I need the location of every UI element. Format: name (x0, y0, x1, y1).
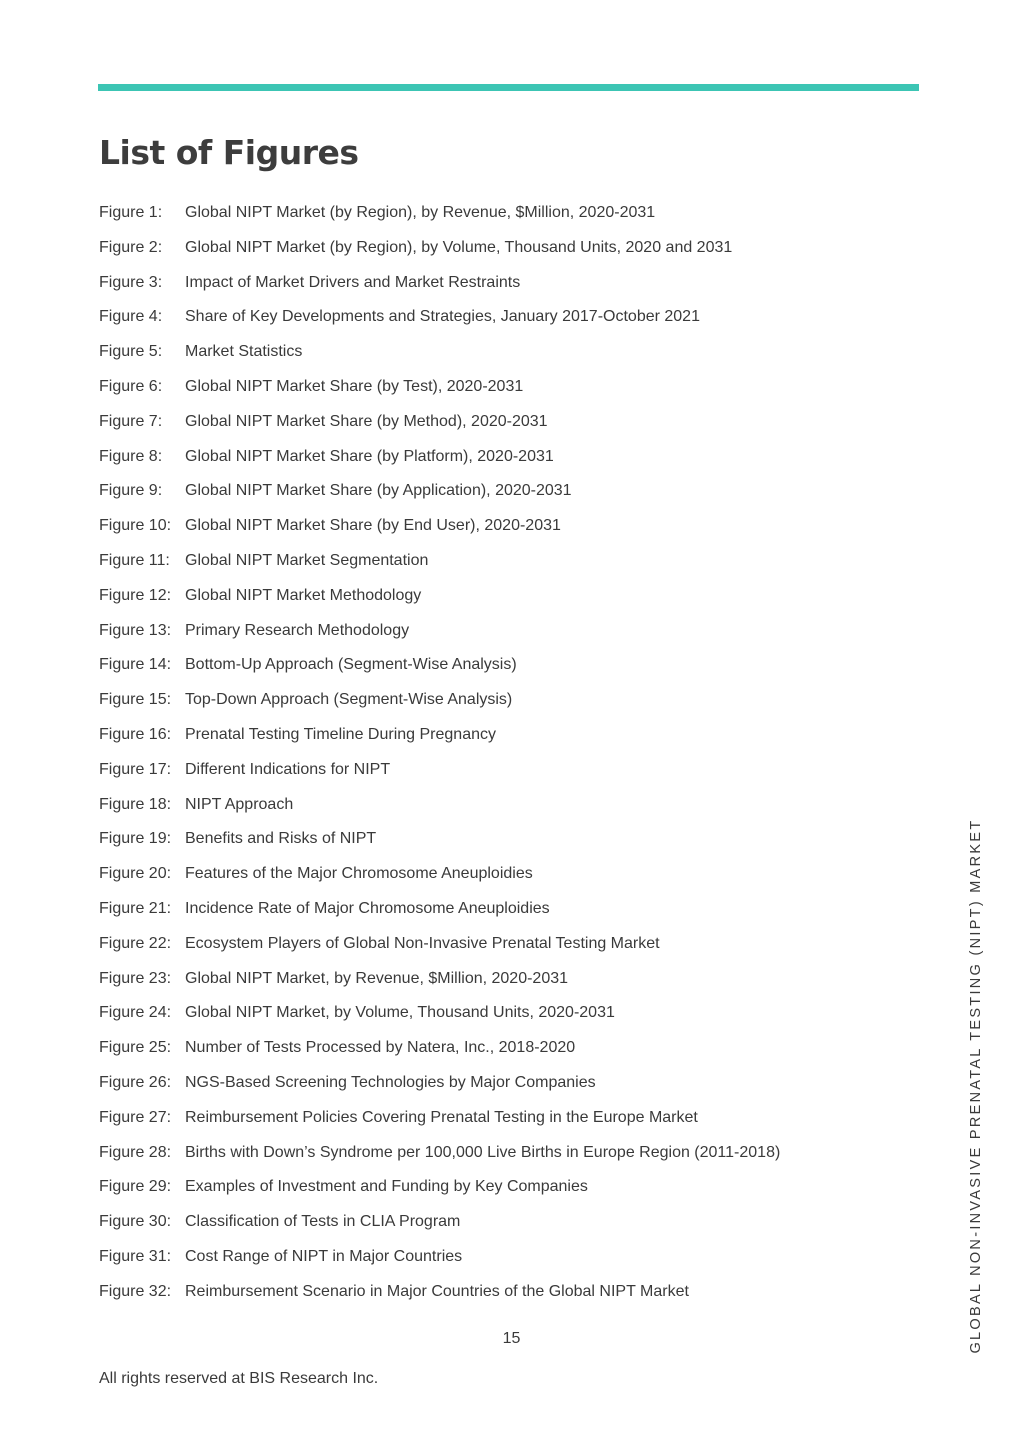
figure-number-label: Figure 26: (99, 1073, 172, 1091)
figure-title: Reimbursement Scenario in Major Countries of the Global NIPT Market (185, 1282, 689, 1300)
figure-number-label: Figure 5: (99, 343, 163, 361)
figure-number-label: Figure 32: (99, 1282, 172, 1300)
figure-list-item (99, 930, 780, 965)
figure-number-label: Figure 20: (99, 865, 172, 883)
figure-title: Benefits and Risks of NIPT (185, 830, 377, 848)
figure-title: Ecosystem Players of Global Non-Invasive Prenatal Testing Market (185, 934, 660, 952)
figure-title: Global NIPT Market Share (by End User), 2020-2031 (185, 517, 561, 535)
page-title: List of Figures (99, 133, 359, 172)
figure-list-item (99, 512, 780, 547)
figure-list-item (99, 547, 780, 582)
figure-title: Number of Tests Processed by Natera, Inc., 2018-2020 (185, 1039, 576, 1057)
figure-number-label: Figure 18: (99, 795, 172, 813)
figure-title: NGS-Based Screening Technologies by Major Companies (185, 1073, 596, 1091)
figure-list-item (99, 791, 780, 826)
figure-title: Global NIPT Market, by Volume, Thousand Units, 2020-2031 (185, 1004, 615, 1022)
figure-title: Different Indications for NIPT (185, 760, 391, 778)
figure-list-item (99, 1173, 780, 1208)
figure-list (99, 199, 780, 1313)
figure-title: Global NIPT Market, by Revenue, $Million, 2020-2031 (185, 969, 569, 987)
figure-list-item (99, 1278, 780, 1313)
figure-title: Impact of Market Drivers and Market Restraints (185, 273, 521, 291)
figure-list-item (99, 1208, 780, 1243)
figure-number-label: Figure 30: (99, 1213, 172, 1231)
figure-number-label: Figure 11: (99, 551, 170, 569)
figure-title: Incidence Rate of Major Chromosome Aneuploidies (185, 899, 550, 917)
figure-list-item (99, 408, 780, 443)
figure-title: Global NIPT Market Share (by Test), 2020-2031 (185, 377, 524, 395)
figure-number-label: Figure 19: (99, 830, 172, 848)
figure-number-label: Figure 13: (99, 621, 172, 639)
figure-number-label: Figure 9: (99, 482, 163, 500)
figure-list-item (99, 999, 780, 1034)
figure-title: Global NIPT Market Share (by Platform), 2020-2031 (185, 447, 554, 465)
figure-list-item (99, 721, 780, 756)
figure-list-item (99, 443, 780, 478)
figure-list-item (99, 338, 780, 373)
figure-list-item (99, 1034, 780, 1069)
figure-number-label: Figure 22: (99, 934, 172, 952)
side-banner-report-title: GLOBAL NON-INVASIVE PRENATAL TESTING (NIPT) MARKET (968, 818, 984, 1354)
figure-title: Classification of Tests in CLIA Program (185, 1213, 461, 1231)
figure-number-label: Figure 21: (99, 899, 172, 917)
figure-title: NIPT Approach (185, 795, 294, 813)
figure-list-item (99, 617, 780, 652)
figure-number-label: Figure 2: (99, 238, 163, 256)
figure-title: Share of Key Developments and Strategies, January 2017-October 2021 (185, 308, 700, 326)
figure-list-item (99, 582, 780, 617)
footer-copyright: All rights reserved at BIS Research Inc. (99, 1370, 379, 1387)
figure-title: Primary Research Methodology (185, 621, 410, 639)
figure-number-label: Figure 24: (99, 1004, 172, 1022)
figure-number-label: Figure 14: (99, 656, 172, 674)
figure-list-item (99, 1104, 780, 1139)
figure-title: Global NIPT Market (by Region), by Volume, Thousand Units, 2020 and 2031 (185, 238, 733, 256)
figure-number-label: Figure 25: (99, 1039, 172, 1057)
figure-list-item (99, 373, 780, 408)
figure-title: Reimbursement Policies Covering Prenatal Testing in the Europe Market (185, 1108, 698, 1126)
figure-number-label: Figure 10: (99, 517, 172, 535)
figure-title: Market Statistics (185, 343, 303, 361)
figure-list-item (99, 1139, 780, 1174)
figure-number-label: Figure 3: (99, 273, 163, 291)
header-accent-rule (98, 84, 919, 91)
figure-title: Global NIPT Market Methodology (185, 586, 422, 604)
figure-number-label: Figure 23: (99, 969, 172, 987)
figure-number-label: Figure 1: (99, 204, 163, 221)
figure-title: Global NIPT Market Segmentation (185, 551, 429, 569)
figure-number-label: Figure 4: (99, 308, 163, 326)
figure-list-item (99, 1243, 780, 1278)
page-number: 15 (502, 1330, 521, 1347)
figure-number-label: Figure 7: (99, 412, 163, 430)
figure-number-label: Figure 16: (99, 725, 172, 743)
figure-number-label: Figure 29: (99, 1178, 172, 1196)
figure-list-item (99, 199, 780, 234)
figure-title: Features of the Major Chromosome Aneuploidies (185, 865, 533, 883)
figure-list-item (99, 686, 780, 721)
figure-list-item (99, 895, 780, 930)
figure-list-item (99, 234, 780, 269)
figure-list-item (99, 825, 780, 860)
figure-title: Examples of Investment and Funding by Key Companies (185, 1178, 588, 1196)
figure-title: Bottom-Up Approach (Segment-Wise Analysis) (185, 656, 517, 674)
figure-list-item (99, 1069, 780, 1104)
figure-number-label: Figure 17: (99, 760, 172, 778)
figure-list-item (99, 965, 780, 1000)
figure-title: Cost Range of NIPT in Major Countries (185, 1247, 463, 1265)
figure-number-label: Figure 15: (99, 691, 172, 709)
figure-title: Global NIPT Market Share (by Application), 2020-2031 (185, 482, 572, 500)
figure-title: Global NIPT Market (by Region), by Revenue, $Million, 2020-2031 (185, 204, 656, 221)
figure-number-label: Figure 27: (99, 1108, 172, 1126)
figure-title: Births with Down’s Syndrome per 100,000 Live Births in Europe Region (2011-2018) (185, 1143, 781, 1161)
figure-title: Prenatal Testing Timeline During Pregnancy (185, 725, 496, 743)
figure-number-label: Figure 12: (99, 586, 172, 604)
figure-list-item (99, 756, 780, 791)
figure-list-item (99, 651, 780, 686)
figure-number-label: Figure 8: (99, 447, 163, 465)
figure-list-item (99, 477, 780, 512)
figure-title: Top-Down Approach (Segment-Wise Analysis) (185, 691, 513, 709)
figure-list-item (99, 860, 780, 895)
figure-number-label: Figure 31: (99, 1247, 172, 1265)
figure-number-label: Figure 28: (99, 1143, 172, 1161)
figure-list-item (99, 303, 780, 338)
figure-title: Global NIPT Market Share (by Method), 2020-2031 (185, 412, 548, 430)
figure-number-label: Figure 6: (99, 377, 163, 395)
figure-list-item (99, 269, 780, 304)
